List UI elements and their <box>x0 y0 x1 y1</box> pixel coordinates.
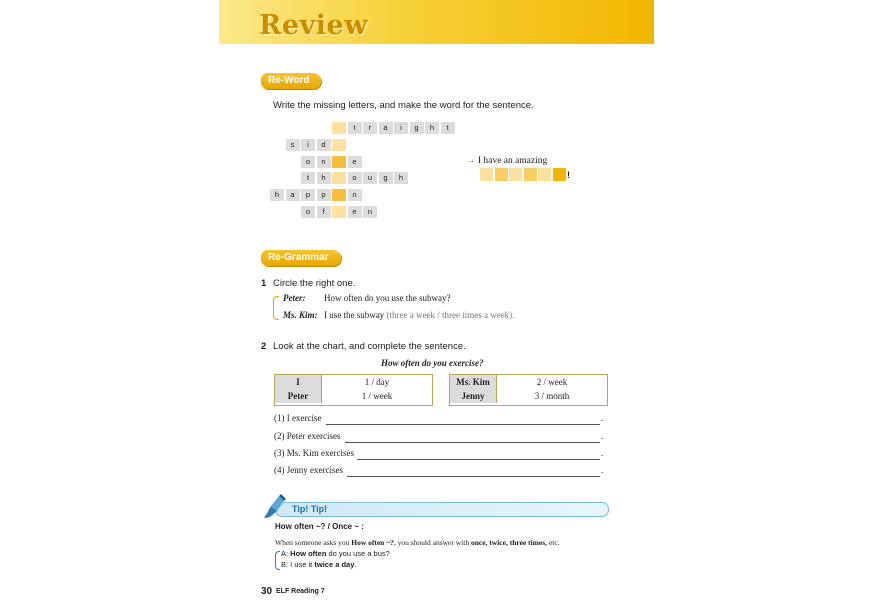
chart-value: 1 / day <box>322 375 433 389</box>
regrammar-tag: Re-Grammar <box>261 250 341 266</box>
chart-value: 2 / week <box>497 375 608 389</box>
answer-box[interactable] <box>553 168 566 181</box>
reword-instruction: Write the missing letters, and make the word for the sentence. <box>273 100 534 111</box>
crossword-blank-cell[interactable] <box>332 139 346 151</box>
crossword-letter-cell: h <box>317 172 331 184</box>
crossword-letter-cell: a <box>286 189 300 201</box>
marker-icon <box>262 493 286 519</box>
chart-left <box>274 374 433 406</box>
tip-example-b <box>281 560 356 569</box>
crossword-letter-cell: f <box>317 206 331 218</box>
mskim-line <box>324 310 514 320</box>
crossword-letter-cell: i <box>301 139 315 151</box>
answer-box[interactable] <box>480 168 493 181</box>
answer-box[interactable] <box>495 168 508 181</box>
book-name: ELF Reading 7 <box>276 588 325 595</box>
tip-heading: How often ~? / Once ~ : <box>275 522 364 531</box>
chart-title: How often do you exercise? <box>381 358 484 368</box>
answer-box[interactable] <box>538 168 551 181</box>
mskim-line-text: I use the subway <box>324 310 385 320</box>
tip-body <box>275 538 560 547</box>
tip-body-pre: When someone asks you <box>275 538 352 547</box>
blank-label-1: (1) I exercise <box>274 413 322 423</box>
blank-end-2: . <box>601 431 604 441</box>
crossword-letter-cell: d <box>317 139 331 151</box>
speaker-mskim: Ms. Kim: <box>283 310 318 320</box>
blank-label-4: (4) Jenny exercises <box>274 465 343 475</box>
chart-value: 1 / week <box>322 389 433 403</box>
crossword-letter-cell: o <box>301 156 315 168</box>
tip-a-bold: How often <box>290 549 327 558</box>
header-banner <box>219 0 654 44</box>
crossword-letter-cell: a <box>379 122 393 134</box>
crossword-letter-cell: t <box>441 122 455 134</box>
reword-tag: Re-Word <box>261 73 321 89</box>
chart-name: Ms. Kim <box>450 375 497 389</box>
answer-line-2[interactable] <box>345 442 600 443</box>
crossword-blank-cell[interactable] <box>332 172 346 184</box>
crossword-blank-cell[interactable] <box>332 122 346 134</box>
tip-bar <box>275 502 609 517</box>
crossword-letter-cell: g <box>379 172 393 184</box>
page-title: Review <box>259 10 368 41</box>
blank-label-2: (2) Peter exercises <box>274 431 341 441</box>
dialog-bracket <box>273 296 279 320</box>
crossword-letter-cell: o <box>301 206 315 218</box>
tip-a-rest: do you use a bus? <box>326 549 390 558</box>
chart-name: I <box>275 375 322 389</box>
circle-options[interactable]: (three a week / three times a week). <box>386 310 515 320</box>
blank-end-3: . <box>601 448 604 458</box>
tip-b-rest: . <box>354 560 357 569</box>
sentence-text: I have an amazing <box>477 156 548 166</box>
blank-end-4: . <box>601 465 604 475</box>
answer-box[interactable] <box>524 168 537 181</box>
tip-example-a <box>281 549 390 558</box>
tip-body-post: etc. <box>547 538 560 547</box>
crossword-letter-cell: o <box>348 172 362 184</box>
crossword-letter-cell: g <box>410 122 424 134</box>
tip-body-bold1: How often ~? <box>351 538 394 547</box>
crossword-letter-cell: n <box>348 189 362 201</box>
chart-row <box>275 389 432 403</box>
crossword-letter-cell: e <box>348 206 362 218</box>
tip-a-prefix: A: <box>281 549 291 558</box>
chart-row <box>450 389 607 403</box>
crossword-letter-cell: n <box>363 206 377 218</box>
speaker-peter: Peter: <box>283 293 306 303</box>
crossword-letter-cell: h <box>394 172 408 184</box>
crossword-letter-cell: t <box>348 122 362 134</box>
blank-label-3: (3) Ms. Kim exercises <box>274 448 354 458</box>
answer-line-1[interactable] <box>326 424 600 425</box>
crossword-letter-cell: u <box>363 172 377 184</box>
chart-value: 3 / month <box>497 389 608 403</box>
q1-prompt: Circle the right one. <box>273 278 356 289</box>
crossword-blank-cell[interactable] <box>332 206 346 218</box>
crossword-letter-cell: t <box>301 172 315 184</box>
tip-title: Tip! Tip! <box>292 504 328 514</box>
tip-body-mid: , you should answer with <box>393 538 471 547</box>
amazing-sentence <box>466 156 547 166</box>
crossword-letter-cell: n <box>317 156 331 168</box>
tip-b-bold: twice a day <box>314 560 355 569</box>
q2-number: 2 <box>261 341 267 352</box>
crossword-blank-cell[interactable] <box>332 189 346 201</box>
crossword-letter-cell: p <box>317 189 331 201</box>
tip-b-prefix: B: I use it <box>281 560 315 569</box>
crossword-letter-cell: r <box>363 122 377 134</box>
crossword-letter-cell: i <box>394 122 408 134</box>
crossword-letter-cell: h <box>270 189 284 201</box>
blank-end-1: . <box>601 413 604 423</box>
answer-line-3[interactable] <box>357 459 600 460</box>
crossword-letter-cell: h <box>425 122 439 134</box>
q2-prompt: Look at the chart, and complete the sentence. <box>273 341 466 352</box>
crossword-letter-cell: s <box>286 139 300 151</box>
chart-row <box>450 375 607 389</box>
page-number: 30 <box>261 586 273 597</box>
chart-name: Jenny <box>450 389 497 403</box>
tip-body-bold2: once, twice, three times, <box>470 538 548 547</box>
crossword-letter-cell: p <box>301 189 315 201</box>
peter-line: How often do you use the subway? <box>324 293 451 303</box>
page <box>219 0 654 612</box>
answer-line-4[interactable] <box>347 476 600 477</box>
chart-right <box>449 374 608 406</box>
q1-number: 1 <box>261 278 267 289</box>
crossword-blank-cell[interactable] <box>332 156 346 168</box>
chart-name: Peter <box>275 389 322 403</box>
crossword-letter-cell: e <box>348 156 362 168</box>
answer-box[interactable] <box>509 168 522 181</box>
arrow-icon: → <box>466 156 476 166</box>
chart-row <box>275 375 432 389</box>
sentence-end: ! <box>567 170 570 180</box>
tip-bracket <box>275 551 280 570</box>
